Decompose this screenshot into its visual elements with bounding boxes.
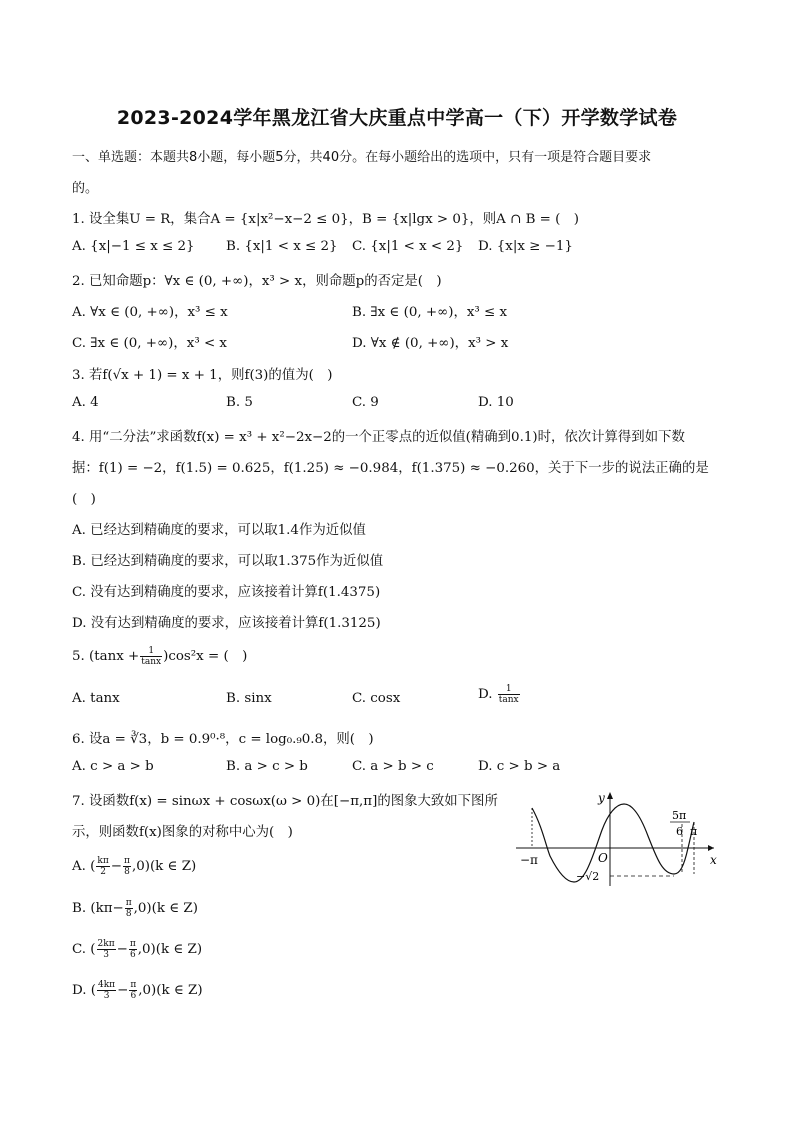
graph-peak-num: 5π [672,809,687,822]
q7b-tail: ,0)(k ∈ Z) [133,901,198,916]
graph-min-label: −√2 [576,870,600,883]
question-5-option-d-fraction [498,684,520,705]
graph-origin-label: O [598,851,608,865]
q7c-tail: ,0)(k ∈ Z) [137,942,203,957]
q7d-frac1-num: 4kπ [98,980,116,990]
question-5-option-d-den: tanx [498,695,519,705]
graph-peak-den: 6 [676,825,683,838]
question-6-option-a: A. c > a > b [72,759,154,774]
question-2-stem: 2. 已知命题p：∀x ∈ (0, +∞)，x³ > x，则命题p的否定是( ) [72,274,442,289]
q7a-frac2 [123,856,131,877]
question-7-stem-line2: 示，则函数f(x)图象的对称中心为( ) [72,825,293,840]
section-header-line2: 的。 [72,181,99,196]
q7d-mid: − [117,983,129,998]
question-2-option-a: A. ∀x ∈ (0, +∞)，x³ ≤ x [72,305,228,320]
q7a-frac2-num: π [124,856,130,866]
question-5-stem-pre: 5. (tanx + [72,649,140,664]
question-5-option-a: A. tanx [72,691,120,706]
question-7-option-a [72,856,196,877]
question-5-option-d-num: 1 [498,684,520,695]
q7c-frac2-num: π [129,939,136,949]
question-5-fraction-den: tanx [141,657,162,667]
q7d-tail: ,0)(k ∈ Z) [138,983,203,998]
q7d-frac2 [129,980,137,1001]
q7c-frac2-den: 6 [129,950,136,960]
question-4-option-d: D. 没有达到精确度的要求，应该接着计算f(1.3125) [72,616,381,631]
q7a-frac1-num: kπ [97,856,109,866]
question-4-stem-line3: ( ) [72,492,96,507]
graph-left-label: −π [520,853,538,867]
question-5-option-c: C. cosx [352,691,401,706]
q7a-tail: ,0)(k ∈ Z) [131,859,197,874]
q7d-frac2-den: 6 [130,991,137,1001]
question-7-option-c [72,939,202,960]
q7a-frac1-den: 2 [100,867,106,877]
question-4-stem-line1: 4. 用“二分法”求函数f(x) = x³ + x²−2x−2的一个正零点的近似值(精确到0.1)时，依次计算得到如下数 [72,430,685,445]
q7c-frac1-num: 2kπ [97,939,115,949]
question-5-fraction-num: 1 [140,646,162,657]
question-2-option-b: B. ∃x ∈ (0, +∞)，x³ ≤ x [352,305,508,320]
q7c-mid: − [116,942,128,957]
question-6-option-b: B. a > c > b [226,759,308,774]
question-6-option-d: D. c > b > a [478,759,561,774]
q7c-label: C. ( [72,942,96,957]
question-4-stem-line2: 据：f(1) = −2，f(1.5) = 0.625，f(1.25) ≈ −0.984，f(1.375) ≈ −0.260，关于下一步的说法正确的是 [72,461,709,476]
question-4-option-c: C. 没有达到精确度的要求，应该接着计算f(1.4375) [72,585,381,600]
graph-y-label: y [598,791,605,805]
q7b-frac-num: π [125,898,132,908]
question-6-option-c: C. a > b > c [352,759,434,774]
question-3-option-a: A. 4 [72,395,99,410]
graph-x-label: x [710,853,717,867]
question-5-option-d [478,684,521,705]
question-5-option-d-label: D. [478,687,493,702]
q7a-mid: − [110,859,123,874]
q7d-frac1 [97,980,116,1001]
question-5-fraction [140,646,162,667]
question-4-option-a: A. 已经达到精确度的要求，可以取1.4作为近似值 [72,523,366,538]
q7a-frac1 [96,856,109,877]
question-1-option-d: D. {x|x ≥ −1} [478,239,573,254]
question-3-option-d: D. 10 [478,395,514,410]
question-4-option-b: B. 已经达到精确度的要求，可以取1.375作为近似值 [72,554,384,569]
question-5-option-b: B. sinx [226,691,272,706]
question-1-option-a: A. {x|−1 ≤ x ≤ 2} [72,239,195,254]
question-3-stem: 3. 若f(√x + 1) = x + 1，则f(3)的值为( ) [72,368,333,383]
function-curve [532,804,694,882]
q7b-frac-den: 8 [125,909,132,919]
exam-title: 2023-2024学年黑龙江省大庆重点中学高一（下）开学数学试卷 [116,107,678,129]
q7a-label: A. ( [72,859,96,874]
question-6-stem: 6. 设a = ∛3，b = 0.9⁰·⁸，c = log₀.₉0.8，则( ) [72,732,374,747]
section-header-line1: 一、单选题：本题共8小题，每小题5分，共40分。在每小题给出的选项中，只有一项是符合题目要求 [72,150,652,165]
graph-pi-label: π [690,825,698,838]
y-axis-arrow-icon [607,792,613,799]
question-3-option-b: B. 5 [226,395,253,410]
q7c-frac1 [97,939,116,960]
question-7-option-d [72,980,203,1001]
q7c-frac1-den: 3 [103,950,109,960]
question-2-option-d: D. ∀x ∉ (0, +∞)，x³ > x [352,336,509,351]
question-5-stem-post: )cos²x = ( ) [163,649,248,664]
q7c-frac2 [129,939,137,960]
q7d-frac2-num: π [130,980,137,990]
question-1-stem: 1. 设全集U = R，集合A = {x|x²−x−2 ≤ 0}，B = {x|lgx > 0}，则A ∩ B = ( ) [72,212,579,227]
question-2-option-c: C. ∃x ∈ (0, +∞)，x³ < x [72,336,227,351]
question-1-option-c: C. {x|1 < x < 2} [352,239,464,254]
question-7-graph [512,786,724,888]
q7a-frac2-den: 8 [124,867,130,877]
q7b-frac [125,898,133,919]
q7d-label: D. ( [72,983,96,998]
q7b-label: B. (kπ− [72,901,124,916]
x-axis-arrow-icon [708,845,714,851]
question-7-stem-line1: 7. 设函数f(x) = sinωx + cosωx(ω > 0)在[−π,π]的图象大致如下图所 [72,794,498,809]
question-5-stem [72,645,247,667]
question-7-option-b [72,898,198,919]
question-1-option-b: B. {x|1 < x ≤ 2} [226,239,338,254]
q7d-frac1-den: 3 [103,991,110,1001]
question-3-option-c: C. 9 [352,395,379,410]
